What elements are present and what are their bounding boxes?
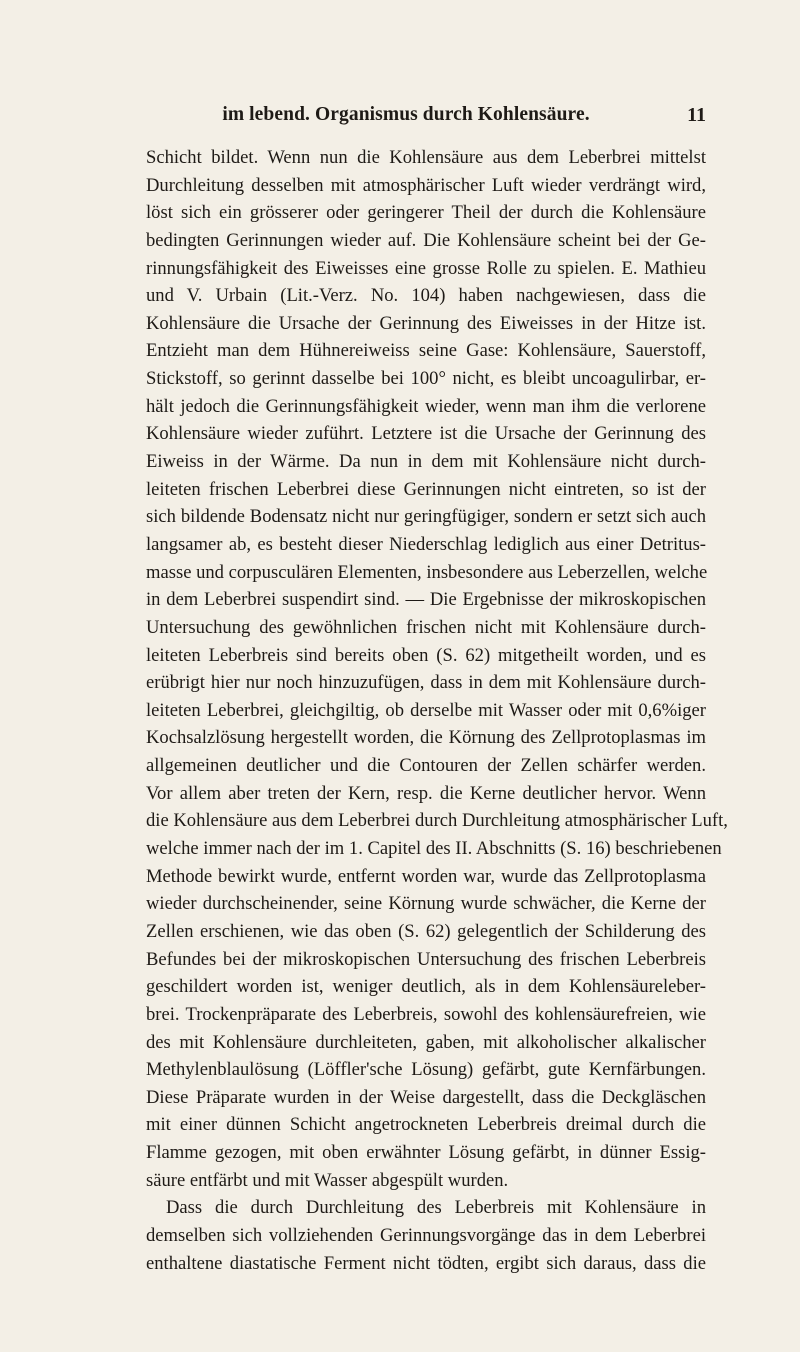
text-line: die Kohlensäure aus dem Leberbrei durch Durchleitung atmosphärischer Luft, xyxy=(146,810,728,832)
text-line: leiteten Leberbreis sind bereits oben (S. 62) mitgetheilt worden, und es xyxy=(146,644,706,666)
text-line: Kohlensäure die Ursache der Gerinnung des Eiweisses in der Hitze ist. xyxy=(146,312,706,334)
text-line: Flamme gezogen, mit oben erwähnter Lösung gefärbt, in dünner Essig- xyxy=(146,1142,706,1164)
text-line: Kohlensäure wieder zuführt. Letztere ist die Ursache der Gerinnung des xyxy=(146,423,706,445)
text-line: des mit Kohlensäure durchleiteten, gaben, mit alkoholischer alkalischer xyxy=(146,1031,706,1053)
text-line: Eiweiss in der Wärme. Da nun in dem mit Kohlensäure nicht durch- xyxy=(146,451,706,473)
text-line: Stickstoff, so gerinnt dasselbe bei 100° nicht, es bleibt uncoagulirbar, er- xyxy=(146,368,706,390)
text-line: allgemeinen deutlicher und die Contouren der Zellen schärfer werden. xyxy=(146,755,706,777)
text-line: wieder durchscheinender, seine Körnung wurde schwächer, die Kerne der xyxy=(146,893,706,915)
text-line: leiteten Leberbrei, gleichgiltig, ob derselbe mit Wasser oder mit 0,6%iger xyxy=(146,699,706,721)
text-line: Vor allem aber treten der Kern, resp. die Kerne deutlicher hervor. Wenn xyxy=(146,782,706,804)
text-line: erübrigt hier nur noch hinzuzufügen, dass in dem mit Kohlensäure durch- xyxy=(146,672,706,694)
text-line: enthaltene diastatische Ferment nicht tödten, ergibt sich daraus, dass die xyxy=(146,1252,706,1274)
text-line: Dass die durch Durchleitung des Leberbreis mit Kohlensäure in xyxy=(166,1197,706,1219)
text-line: Zellen erschienen, wie das oben (S. 62) gelegentlich der Schilderung des xyxy=(146,920,706,942)
running-title: im lebend. Organismus durch Kohlensäure. xyxy=(222,104,590,125)
text-line: Diese Präparate wurden in der Weise dargestellt, dass die Deckgläschen xyxy=(146,1086,706,1108)
text-line: langsamer ab, es besteht dieser Niederschlag lediglich aus einer Detritus- xyxy=(146,533,706,555)
text-line: Kochsalzlösung hergestellt worden, die Körnung des Zellprotoplasmas im xyxy=(146,727,706,749)
text-line: Entzieht man dem Hühnereiweiss seine Gase: Kohlensäure, Sauerstoff, xyxy=(146,340,706,362)
text-line: rinnungsfähigkeit des Eiweisses eine grosse Rolle zu spielen. E. Mathieu xyxy=(146,257,706,279)
text-line: hält jedoch die Gerinnungsfähigkeit wieder, wenn man ihm die verlorene xyxy=(146,395,706,417)
text-line: mit einer dünnen Schicht angetrockneten Leberbreis dreimal durch die xyxy=(146,1114,706,1136)
text-line: geschildert worden ist, weniger deutlich, als in dem Kohlensäureleber- xyxy=(146,976,706,998)
text-line: säure entfärbt und mit Wasser abgespült wurden. xyxy=(146,1169,509,1191)
text-line: demselben sich vollziehenden Gerinnungsvorgänge das in dem Leberbrei xyxy=(146,1224,706,1246)
text-line: masse und corpusculären Elementen, insbesondere aus Leberzellen, welche xyxy=(146,561,708,583)
text-line: Methode bewirkt wurde, entfernt worden war, wurde das Zellprotoplasma xyxy=(146,865,706,887)
page-number: 11 xyxy=(687,104,706,126)
text-line: Befundes bei der mikroskopischen Untersuchung des frischen Leberbreis xyxy=(146,948,706,970)
text-line: und V. Urbain (Lit.-Verz. No. 104) haben nachgewiesen, dass die xyxy=(146,285,706,307)
text-line: löst sich ein grösserer oder geringerer Theil der durch die Kohlensäure xyxy=(146,202,706,224)
body-text xyxy=(146,144,728,1277)
text-line: brei. Trockenpräparate des Leberbreis, sowohl des kohlensäurefreien, wie xyxy=(146,1003,706,1025)
text-line: in dem Leberbrei suspendirt sind. — Die Ergebnisse der mikroskopischen xyxy=(146,589,706,611)
text-line: Schicht bildet. Wenn nun die Kohlensäure aus dem Leberbrei mittelst xyxy=(146,147,706,168)
running-header xyxy=(146,104,706,130)
text-line: Untersuchung des gewöhnlichen frischen nicht mit Kohlensäure durch- xyxy=(146,616,706,638)
text-line: welche immer nach der im 1. Capitel des II. Abschnitts (S. 16) beschriebenen xyxy=(146,838,722,860)
text-line: bedingten Gerinnungen wieder auf. Die Kohlensäure scheint bei der Ge- xyxy=(146,229,706,251)
text-line: Methylenblaulösung (Löffler'sche Lösung) gefärbt, gute Kernfärbungen. xyxy=(146,1059,706,1081)
text-line: Durchleitung desselben mit atmosphärischer Luft wieder verdrängt wird, xyxy=(146,174,706,196)
text-line: sich bildende Bodensatz nicht nur geringfügiger, sondern er setzt sich auch xyxy=(146,506,706,528)
text-line: leiteten frischen Leberbrei diese Gerinnungen nicht eintreten, so ist der xyxy=(146,478,706,500)
